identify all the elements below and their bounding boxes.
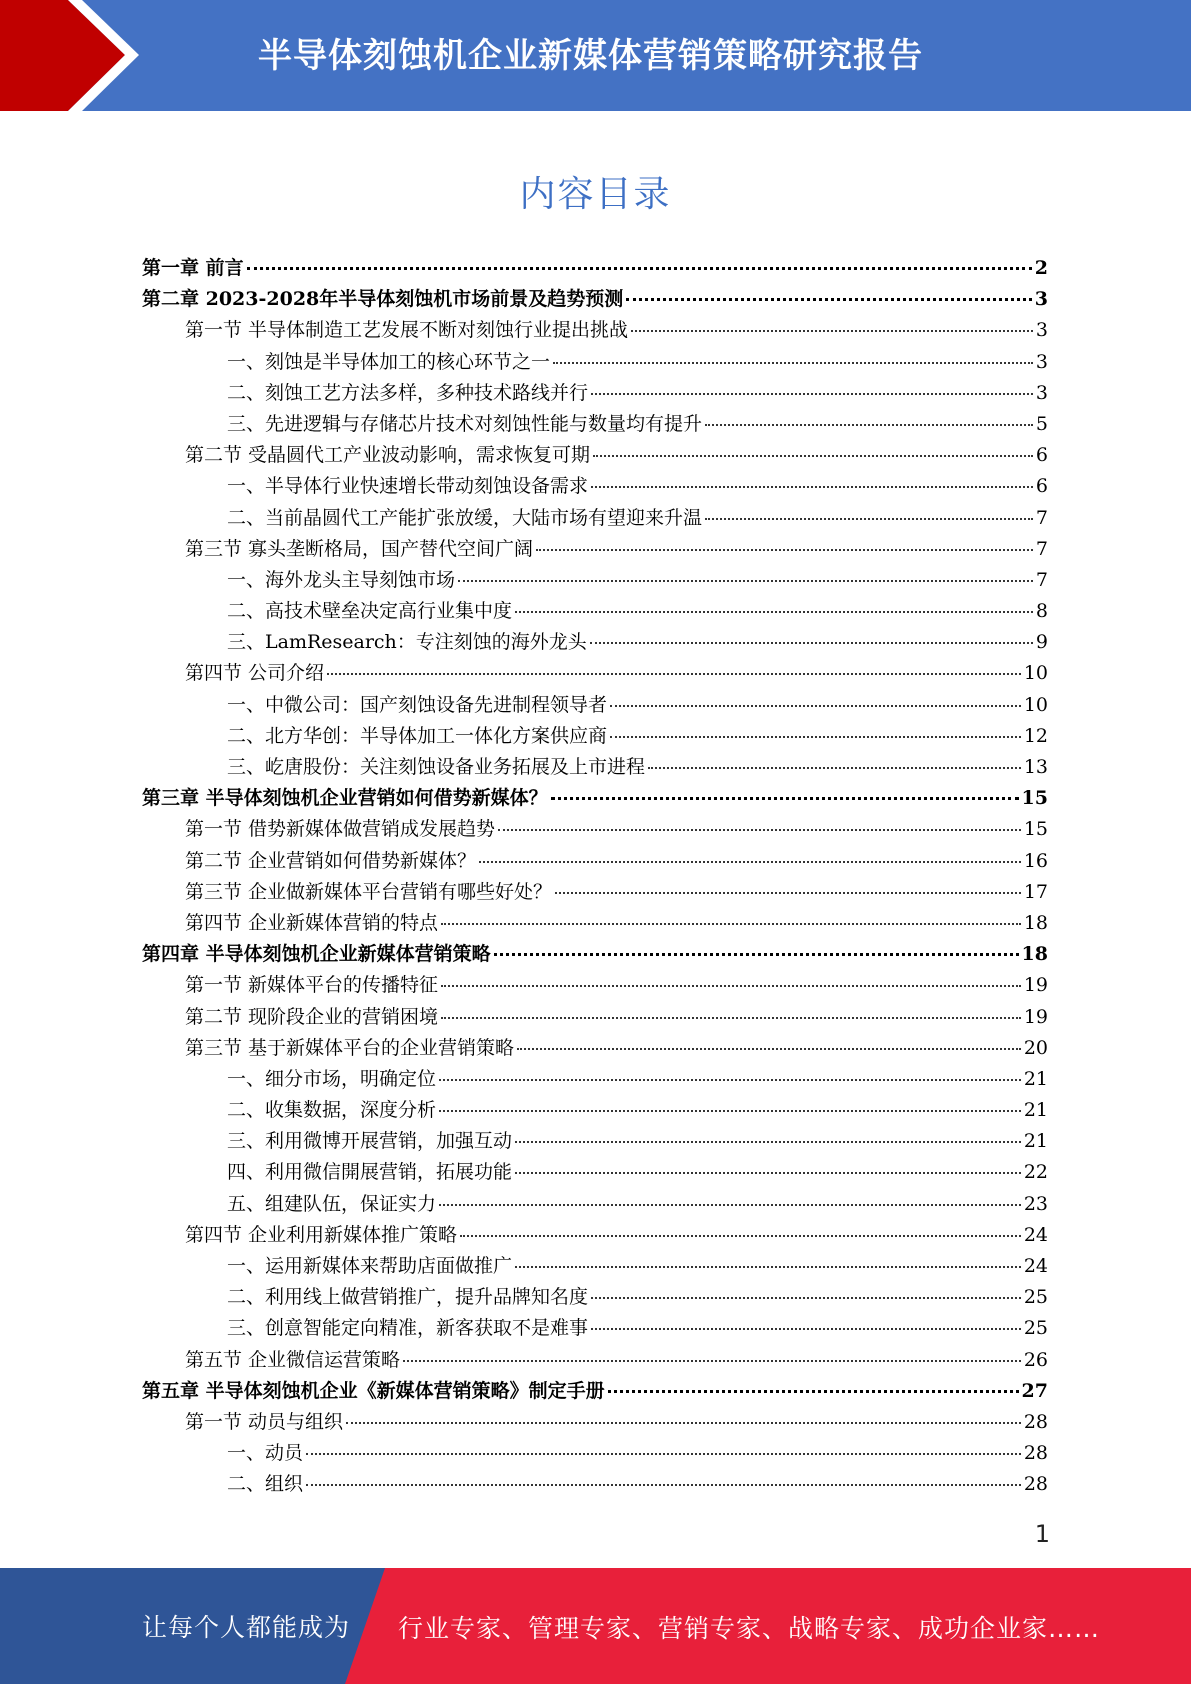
toc-dot-leader: [515, 1141, 1021, 1143]
toc-entry-page: 7: [1035, 506, 1048, 529]
toc-entry-page: 10: [1023, 693, 1048, 716]
toc-entry-page: 8: [1035, 600, 1048, 623]
toc-entry-label: 一、运用新媒体来帮助店面做推广: [227, 1255, 513, 1277]
toc-dot-leader: [551, 797, 1019, 800]
toc-dot-leader: [555, 892, 1021, 894]
toc-section-row[interactable]: [142, 1002, 1048, 1033]
toc-entry-page: 21: [1023, 1067, 1048, 1090]
toc-section-row[interactable]: [142, 1033, 1048, 1064]
toc-dot-leader: [626, 298, 1032, 301]
toc-entry-page: 24: [1023, 1255, 1048, 1277]
toc-entry-page: 21: [1023, 1099, 1048, 1122]
toc-entry-label: 第二节 企业营销如何借势新媒体？: [185, 849, 477, 872]
toc-subsection-row[interactable]: [142, 1282, 1048, 1313]
toc-entry-page: 17: [1023, 880, 1048, 903]
header-arrow-decoration: [0, 0, 160, 111]
toc-subsection-row[interactable]: [142, 471, 1048, 502]
toc-entry-page: 28: [1023, 1473, 1048, 1496]
toc-entry-label: 三、先进逻辑与存储芯片技术对刻蚀性能与数量均有提升: [227, 412, 703, 435]
toc-dot-leader: [439, 1079, 1021, 1081]
toc-dot-leader: [479, 861, 1021, 863]
toc-entry-page: 19: [1023, 974, 1048, 997]
toc-dot-leader: [498, 829, 1021, 831]
toc-subsection-row[interactable]: [142, 627, 1048, 658]
toc-entry-page: 3: [1035, 319, 1048, 342]
toc-entry-label: 二、刻蚀工艺方法多样，多种技术路线并行: [227, 381, 589, 404]
toc-entry-label: 第一节 借势新媒体做营销成发展趋势: [185, 818, 496, 841]
toc-entry-page: 3: [1034, 288, 1048, 311]
toc-entry-page: 2: [1034, 257, 1048, 279]
toc-dot-leader: [439, 1204, 1021, 1206]
toc-entry-label: 五、组建队伍，保证实力: [227, 1192, 437, 1215]
toc-entry-label: 第二节 现阶段企业的营销困境: [185, 1005, 439, 1028]
toc-subsection-row[interactable]: [142, 1095, 1048, 1126]
toc-entry-page: 5: [1035, 412, 1048, 435]
toc-chapter-row[interactable]: [142, 783, 1048, 814]
toc-entry-page: 19: [1023, 1005, 1048, 1028]
toc-entry-label: 三、创意智能定向精准，新客获取不是难事: [227, 1317, 589, 1340]
toc-entry-page: 15: [1023, 818, 1048, 841]
toc-subsection-row[interactable]: [142, 721, 1048, 752]
toc-entry-label: 二、利用线上做营销推广，提升品牌知名度: [227, 1286, 589, 1309]
table-of-contents: [142, 253, 1048, 1501]
toc-entry-page: 9: [1035, 631, 1048, 654]
toc-subsection-row[interactable]: [142, 503, 1048, 534]
toc-dot-leader: [460, 1235, 1021, 1237]
toc-dot-leader: [441, 985, 1021, 987]
toc-subsection-row[interactable]: [142, 752, 1048, 783]
toc-dot-leader: [346, 1422, 1021, 1424]
toc-entry-page: 15: [1021, 787, 1048, 810]
footer-slogan-right: 行业专家、管理专家、营销专家、战略专家、成功企业家……: [398, 1614, 1101, 1643]
toc-dot-leader: [591, 486, 1033, 488]
toc-entry-label: 第二节 受晶圆代工产业波动影响，需求恢复可期: [185, 444, 591, 467]
toc-entry-page: 20: [1023, 1036, 1048, 1059]
toc-dot-leader: [441, 923, 1021, 925]
toc-subsection-row[interactable]: [142, 1126, 1048, 1157]
toc-entry-label: 第四章 半导体刻蚀机企业新媒体营销策略: [142, 943, 491, 966]
toc-entry-page: 26: [1023, 1348, 1048, 1371]
toc-chapter-row[interactable]: [142, 939, 1048, 970]
toc-chapter-row[interactable]: [142, 1376, 1048, 1407]
toc-entry-page: 25: [1023, 1317, 1048, 1340]
toc-dot-leader: [536, 549, 1033, 551]
toc-entry-page: 3: [1035, 381, 1048, 404]
toc-entry-page: 28: [1023, 1410, 1048, 1433]
toc-dot-leader: [608, 1390, 1019, 1393]
toc-entry-label: 一、海外龙头主导刻蚀市场: [227, 568, 456, 591]
toc-dot-leader: [610, 736, 1021, 738]
toc-entry-label: 第三节 寡头垄断格局，国产替代空间广阔: [185, 537, 534, 560]
toc-dot-leader: [590, 642, 1033, 644]
toc-subsection-row[interactable]: [142, 1438, 1048, 1469]
toc-dot-leader: [631, 330, 1033, 332]
toc-dot-leader: [515, 611, 1033, 613]
toc-entry-label: 第四节 公司介绍: [185, 662, 325, 685]
toc-entry-page: 6: [1035, 475, 1048, 498]
toc-section-row[interactable]: [142, 908, 1048, 939]
toc-entry-label: 二、组织: [227, 1473, 304, 1496]
toc-dot-leader: [517, 1048, 1021, 1050]
toc-subsection-row[interactable]: [142, 1313, 1048, 1344]
toc-section-row[interactable]: [142, 846, 1048, 877]
report-title: 半导体刻蚀机企业新媒体营销策略研究报告: [258, 36, 923, 76]
toc-section-row[interactable]: [142, 534, 1048, 565]
toc-entry-label: 三、屹唐股份：关注刻蚀设备业务拓展及上市进程: [227, 756, 646, 778]
toc-entry-label: 第五节 企业微信运营策略: [185, 1348, 401, 1371]
toc-dot-leader: [593, 455, 1033, 457]
toc-entry-label: 第五章 半导体刻蚀机企业《新媒体营销策略》制定手册: [142, 1379, 605, 1402]
toc-entry-page: 3: [1035, 350, 1048, 373]
toc-entry-label: 第三节 基于新媒体平台的企业营销策略: [185, 1036, 515, 1059]
toc-entry-page: 7: [1035, 568, 1048, 591]
toc-entry-label: 一、动员: [227, 1442, 304, 1465]
toc-dot-leader: [515, 1172, 1021, 1174]
toc-entry-page: 27: [1021, 1379, 1048, 1402]
toc-entry-page: 25: [1023, 1286, 1048, 1309]
toc-entry-page: 22: [1023, 1161, 1048, 1184]
toc-dot-leader: [610, 705, 1021, 707]
toc-entry-label: 第四节 企业利用新媒体推广策略: [185, 1223, 458, 1246]
toc-subsection-row[interactable]: [142, 1469, 1048, 1500]
toc-entry-page: 12: [1023, 724, 1048, 747]
toc-subsection-row[interactable]: [142, 565, 1048, 596]
toc-section-row[interactable]: [142, 1345, 1048, 1376]
toc-dot-leader: [247, 267, 1032, 270]
toc-dot-leader: [591, 393, 1033, 395]
toc-entry-label: 二、当前晶圆代工产能扩张放缓，大陆市场有望迎来升温: [227, 506, 703, 529]
toc-entry-page: 23: [1023, 1192, 1048, 1215]
toc-dot-leader: [306, 1453, 1021, 1455]
toc-dot-leader: [648, 767, 1021, 769]
toc-dot-leader: [403, 1360, 1021, 1362]
toc-dot-leader: [494, 953, 1019, 956]
toc-subsection-row[interactable]: [142, 1064, 1048, 1095]
toc-entry-label: 第三节 企业做新媒体平台营销有哪些好处？: [185, 880, 553, 903]
toc-entry-label: 第一节 动员与组织: [185, 1410, 344, 1433]
toc-entry-label: 第二章 2023-2028年半导体刻蚀机市场前景及趋势预测: [142, 288, 624, 311]
toc-entry-page: 16: [1023, 849, 1048, 872]
page-number: 1: [1034, 1520, 1050, 1548]
toc-entry-label: 三、利用微博开展营销，加强互动: [227, 1130, 513, 1153]
toc-dot-leader: [705, 424, 1033, 426]
toc-subsection-row[interactable]: [142, 409, 1048, 440]
toc-section-row[interactable]: [142, 1220, 1048, 1251]
toc-entry-label: 第一章 前言: [142, 257, 244, 279]
toc-entry-label: 二、高技术壁垒决定高行业集中度: [227, 600, 513, 623]
toc-dot-leader: [591, 1297, 1021, 1299]
toc-entry-label: 四、利用微信開展营销，拓展功能: [227, 1161, 513, 1184]
toc-entry-page: 10: [1023, 662, 1048, 685]
toc-entry-label: 三、LamResearch：专注刻蚀的海外龙头: [227, 631, 587, 654]
toc-subsection-row[interactable]: [142, 690, 1048, 721]
toc-section-row[interactable]: [142, 658, 1048, 689]
toc-dot-leader: [515, 1266, 1021, 1268]
toc-entry-label: 一、中微公司：国产刻蚀设备先进制程领导者: [227, 693, 608, 716]
toc-section-row[interactable]: [142, 1407, 1048, 1438]
toc-dot-leader: [591, 1328, 1021, 1330]
toc-section-row[interactable]: [142, 970, 1048, 1001]
toc-dot-leader: [705, 518, 1033, 520]
toc-entry-page: 21: [1023, 1130, 1048, 1153]
toc-entry-page: 28: [1023, 1442, 1048, 1465]
footer-banner: [0, 1568, 1191, 1684]
toc-entry-label: 一、刻蚀是半导体加工的核心环节之一: [227, 350, 551, 373]
toc-dot-leader: [327, 673, 1021, 675]
toc-dot-leader: [553, 362, 1033, 364]
toc-chapter-row[interactable]: [142, 284, 1048, 315]
toc-dot-leader: [439, 1110, 1021, 1112]
toc-chapter-row[interactable]: [142, 253, 1048, 284]
toc-dot-leader: [306, 1484, 1021, 1486]
toc-entry-label: 二、收集数据，深度分析: [227, 1099, 437, 1122]
toc-entry-label: 第一节 新媒体平台的传播特征: [185, 974, 439, 997]
toc-subsection-row[interactable]: [142, 347, 1048, 378]
toc-dot-leader: [441, 1017, 1021, 1019]
toc-entry-page: 18: [1021, 943, 1048, 966]
header-banner: [0, 0, 1191, 111]
toc-entry-label: 一、半导体行业快速增长带动刻蚀设备需求: [227, 475, 589, 498]
footer-slogan-left: 让每个人都能成为: [142, 1613, 351, 1642]
toc-entry-page: 7: [1035, 537, 1048, 560]
toc-entry-page: 13: [1023, 756, 1048, 778]
toc-heading: 内容目录: [519, 174, 672, 215]
toc-entry-label: 一、细分市场，明确定位: [227, 1067, 437, 1090]
toc-subsection-row[interactable]: [142, 378, 1048, 409]
toc-section-row[interactable]: [142, 315, 1048, 346]
toc-entry-label: 二、北方华创：半导体加工一体化方案供应商: [227, 724, 608, 747]
toc-entry-label: 第三章 半导体刻蚀机企业营销如何借势新媒体？: [142, 787, 548, 810]
toc-entry-page: 6: [1035, 444, 1048, 467]
toc-section-row[interactable]: [142, 440, 1048, 471]
toc-subsection-row[interactable]: [142, 1251, 1048, 1282]
toc-entry-page: 18: [1023, 911, 1048, 934]
toc-section-row[interactable]: [142, 814, 1048, 845]
toc-entry-label: 第一节 半导体制造工艺发展不断对刻蚀行业提出挑战: [185, 319, 629, 342]
toc-entry-page: 24: [1023, 1223, 1048, 1246]
toc-subsection-row[interactable]: [142, 596, 1048, 627]
toc-dot-leader: [458, 580, 1033, 582]
toc-entry-label: 第四节 企业新媒体营销的特点: [185, 911, 439, 934]
toc-subsection-row[interactable]: [142, 1189, 1048, 1220]
toc-subsection-row[interactable]: [142, 1157, 1048, 1188]
toc-section-row[interactable]: [142, 877, 1048, 908]
